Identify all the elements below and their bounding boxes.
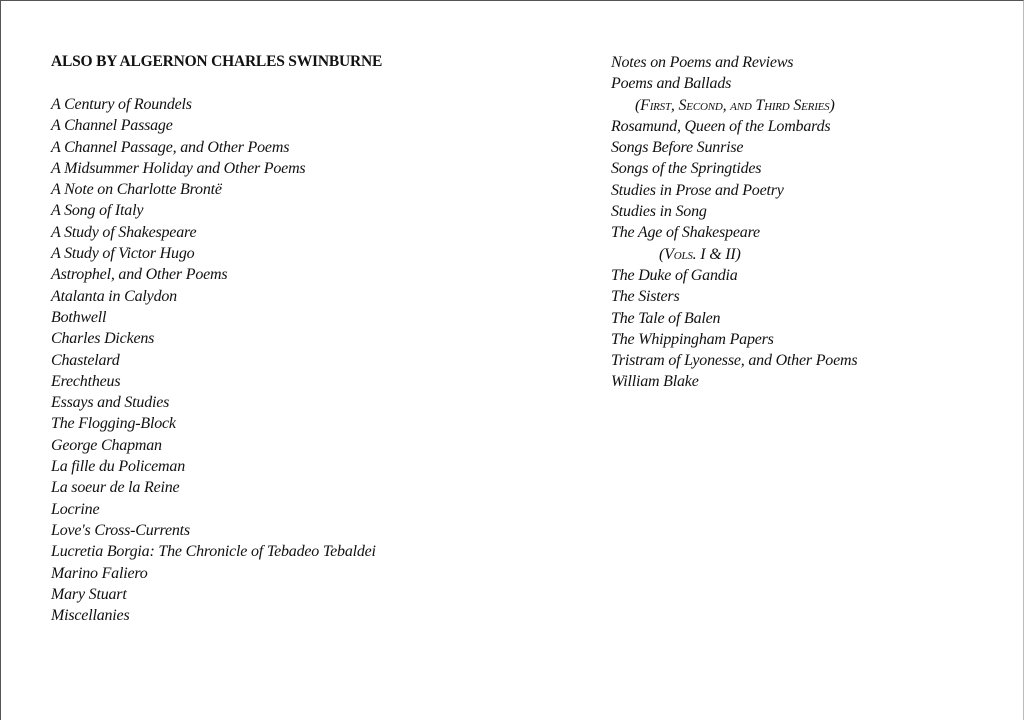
book-title: A Note on Charlotte Brontë <box>51 181 222 199</box>
book-title: The Duke of Gandia <box>611 266 738 284</box>
book-title: A Channel Passage <box>51 117 173 135</box>
book-title: Miscellanies <box>51 607 130 625</box>
book-title: The Flogging-Block <box>51 415 176 433</box>
book-title: Charles Dickens <box>51 330 155 348</box>
right-column <box>611 52 1011 393</box>
book-title: A Study of Shakespeare <box>51 223 197 241</box>
book-title: Songs of the Springtides <box>611 160 762 178</box>
book-title: The Whippingham Papers <box>611 330 774 348</box>
book-title: La soeur de la Reine <box>51 479 180 497</box>
book-title: A Study of Victor Hugo <box>51 245 195 263</box>
book-title: Marino Faliero <box>51 564 148 582</box>
book-title: La fille du Policeman <box>51 458 186 476</box>
book-title: Essays and Studies <box>51 394 170 412</box>
book-title: Rosamund, Queen of the Lombards <box>611 117 831 135</box>
book-title: Studies in Prose and Poetry <box>611 181 784 199</box>
book-title: Atalanta in Calydon <box>51 287 177 305</box>
book-title: Chastelard <box>51 351 120 369</box>
book-title: William Blake <box>611 373 699 391</box>
book-title: Poems and Ballads <box>611 75 732 93</box>
book-title: Erechtheus <box>51 372 121 390</box>
book-title: The Sisters <box>611 288 680 306</box>
right-title-list <box>611 52 1011 393</box>
book-title: A Song of Italy <box>51 202 144 220</box>
book-title: Astrophel, and Other Poems <box>51 266 228 284</box>
left-column <box>51 51 571 626</box>
book-title: A Midsummer Holiday and Other Poems <box>51 159 306 177</box>
book-title: Studies in Song <box>611 203 707 221</box>
book-title: A Channel Passage, and Other Poems <box>51 138 290 156</box>
book-title: Tristram of Lyonesse, and Other Poems <box>611 352 858 370</box>
book-title: A Century of Roundels <box>51 96 192 113</box>
book-title: The Age of Shakespeare <box>611 224 760 242</box>
book-title: Lucretia Borgia: The Chronicle of Tebadeo Tebaldei <box>51 543 376 561</box>
book-subtitle: (First, Second, and Third Series) <box>635 96 835 114</box>
book-title: The Tale of Balen <box>611 309 721 327</box>
book-title: George Chapman <box>51 436 162 454</box>
book-title: Songs Before Sunrise <box>611 139 744 157</box>
book-title: Love's Cross-Currents <box>51 521 190 539</box>
book-title: Locrine <box>51 500 100 518</box>
page-heading: ALSO BY ALGERNON CHARLES SWINBURNE <box>51 53 383 70</box>
book-subtitle: (Vols. I & II) <box>659 245 741 263</box>
book-title: Mary Stuart <box>51 585 127 603</box>
book-title: Notes on Poems and Reviews <box>611 54 794 71</box>
left-title-list <box>51 94 571 626</box>
book-title: Bothwell <box>51 308 107 326</box>
